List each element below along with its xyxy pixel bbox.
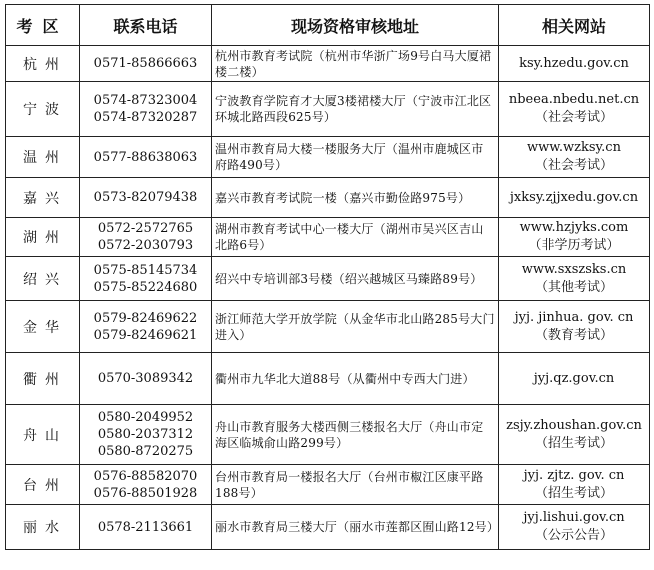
phone-cell: [80, 218, 212, 257]
table-row: [6, 405, 650, 465]
table-row: [6, 257, 650, 301]
website-cell: [499, 46, 650, 82]
website-link[interactable]: ksy.hzedu.gov.cn: [519, 55, 629, 71]
website-link[interactable]: jyj. zjtz. gov. cn: [523, 467, 625, 483]
phone-number: 0579-82469621: [93, 327, 198, 343]
website-cell: [499, 82, 650, 137]
website-cell: [499, 465, 650, 505]
website-note: （招生考试）: [534, 485, 613, 501]
phone-cell: [80, 178, 212, 218]
phone-cell: [80, 301, 212, 353]
phone-number: 0572-2572765: [97, 221, 194, 236]
address-cell: 绍兴中专培训部3号楼（绍兴越城区马臻路89号）: [212, 257, 499, 301]
website-link[interactable]: jyj.lishui.gov.cn: [523, 510, 625, 525]
address-cell: 湖州市教育考试中心一楼大厅（湖州市吴兴区吉山北路6号）: [212, 218, 499, 257]
website-link[interactable]: www.hzjyks.com: [519, 220, 629, 235]
table-row: [6, 178, 650, 218]
area-cell: 宁波: [6, 82, 80, 137]
phone-number: 0573-82079438: [93, 190, 198, 205]
website-note: （招生考试）: [534, 435, 613, 451]
website-link[interactable]: jxksy.zjjxedu.gov.cn: [509, 189, 639, 205]
phone-number: 0570-3089342: [97, 371, 194, 386]
table-row: [6, 46, 650, 82]
table-row: [6, 353, 650, 405]
header-address: 现场资格审核地址: [212, 5, 499, 46]
phone-cell: [80, 465, 212, 505]
website-cell: [499, 218, 650, 257]
website-note: （社会考试）: [534, 110, 613, 125]
phone-number: 0571-85866663: [93, 56, 198, 71]
phone-number: 0580-8720275: [97, 444, 194, 459]
phone-number: 0575-85145734: [93, 262, 198, 278]
table-row: [6, 218, 650, 257]
address-cell: 衢州市九华北大道88号（从衢州中专西大门进）: [212, 353, 499, 405]
phone-number: 0579-82469622: [93, 310, 198, 326]
table-row: [6, 137, 650, 178]
website-link[interactable]: www.wzksy.cn: [527, 140, 621, 155]
area-cell: 湖州: [6, 218, 80, 257]
website-note: （其他考试）: [534, 279, 613, 295]
area-cell: 丽水: [6, 505, 80, 550]
website-cell: [499, 405, 650, 465]
header-area: 考区: [6, 5, 80, 46]
website-link[interactable]: jyj. jinhua. gov. cn: [514, 309, 634, 325]
exam-info-table: [5, 4, 650, 550]
website-cell: [499, 505, 650, 550]
phone-cell: [80, 405, 212, 465]
phone-number: 0574-87320287: [93, 110, 198, 125]
website-cell: [499, 137, 650, 178]
website-cell: [499, 353, 650, 405]
area-cell: 绍兴: [6, 257, 80, 301]
phone-cell: [80, 353, 212, 405]
website-link[interactable]: www.sxszsks.cn: [521, 261, 627, 277]
website-cell: [499, 257, 650, 301]
phone-number: 0575-85224680: [93, 279, 198, 295]
area-cell: 衢州: [6, 353, 80, 405]
address-cell: 杭州市教育考试院（杭州市华浙广场9号白马大厦裙楼二楼）: [212, 46, 499, 82]
header-website: 相关网站: [499, 5, 650, 46]
table-row: [6, 465, 650, 505]
phone-number: 0577-88638063: [93, 149, 198, 165]
area-cell: 嘉兴: [6, 178, 80, 218]
phone-number: 0572-2030793: [97, 238, 194, 253]
area-cell: 舟山: [6, 405, 80, 465]
phone-number: 0580-2049952: [97, 410, 194, 425]
phone-cell: [80, 137, 212, 178]
address-cell: 嘉兴市教育考试院一楼（嘉兴市勤俭路975号）: [212, 178, 499, 218]
phone-number: 0576-88501928: [93, 485, 198, 501]
header-phone: 联系电话: [80, 5, 212, 46]
phone-number: 0574-87323004: [93, 93, 198, 108]
address-cell: 浙江师范大学开放学院（从金华市北山路285号大门进入）: [212, 301, 499, 353]
phone-cell: [80, 257, 212, 301]
phone-number: 0578-2113661: [97, 519, 194, 535]
website-link[interactable]: jyj.qz.gov.cn: [533, 370, 615, 386]
phone-cell: [80, 82, 212, 137]
website-link[interactable]: zsjy.zhoushan.gov.cn: [506, 417, 642, 433]
header-row: [6, 5, 650, 46]
address-cell: 台州市教育局一楼报名大厅（台州市椒江区康平路188号）: [212, 465, 499, 505]
table-row: [6, 82, 650, 137]
phone-number: 0580-2037312: [97, 427, 194, 442]
address-cell: 温州市教育局大楼一楼服务大厅（温州市鹿城区市府路490号）: [212, 137, 499, 178]
website-note: （公示公告）: [534, 528, 613, 543]
website-cell: [499, 178, 650, 218]
area-cell: 杭州: [6, 46, 80, 82]
website-note: （社会考试）: [534, 158, 613, 173]
website-link[interactable]: nbeea.nbedu.net.cn: [508, 92, 640, 107]
address-cell: 舟山市教育服务大楼西侧三楼报名大厅（舟山市定海区临城俞山路299号）: [212, 405, 499, 465]
phone-cell: [80, 46, 212, 82]
area-cell: 金华: [6, 301, 80, 353]
address-cell: 丽水市教育局三楼大厅（丽水市莲都区囿山路12号）: [212, 505, 499, 550]
area-cell: 台州: [6, 465, 80, 505]
area-cell: 温州: [6, 137, 80, 178]
table-row: [6, 505, 650, 550]
address-cell: 宁波教育学院育才大厦3楼裙楼大厅（宁波市江北区环城北路西段625号）: [212, 82, 499, 137]
table-row: [6, 301, 650, 353]
website-note: （非学历考试）: [528, 238, 620, 253]
website-cell: [499, 301, 650, 353]
website-note: （教育考试）: [534, 327, 613, 343]
phone-number: 0576-88582070: [93, 468, 198, 484]
phone-cell: [80, 505, 212, 550]
